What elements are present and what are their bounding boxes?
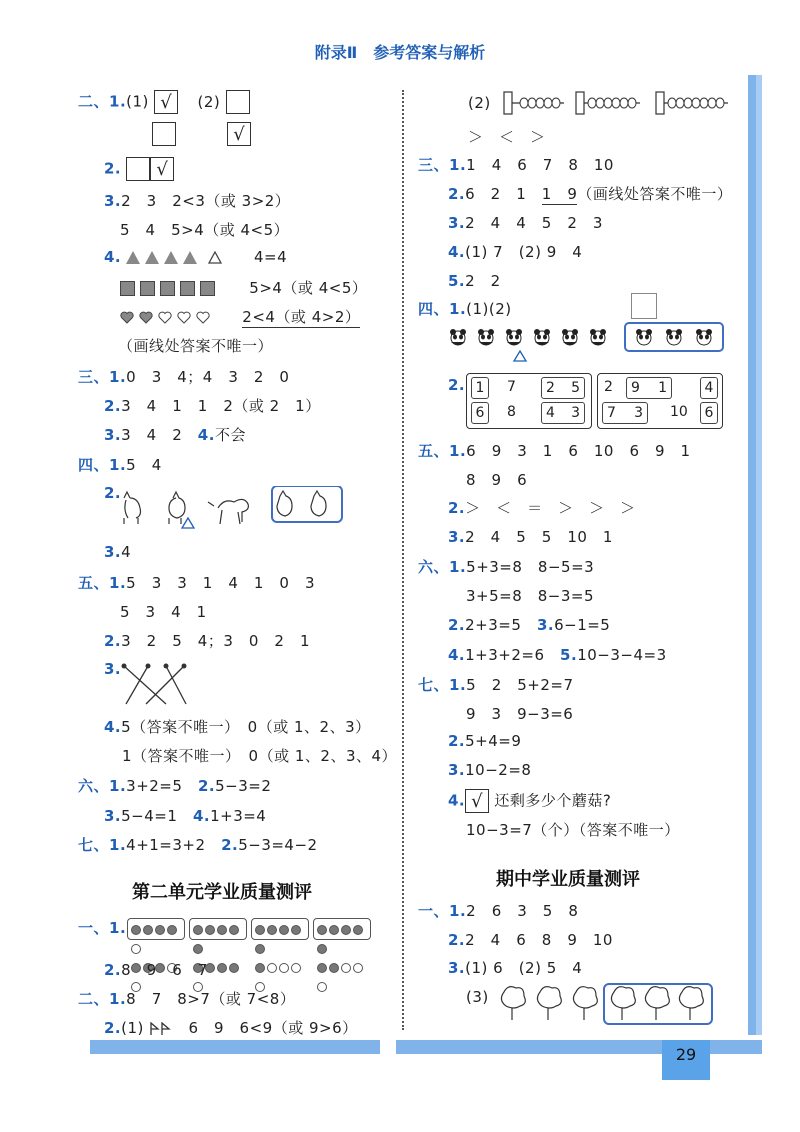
footer-bar-left (90, 1040, 380, 1054)
right-m-q3: 3.(1) 6 (2) 5 4 (448, 959, 583, 977)
outline-triangle-icon (208, 251, 222, 264)
left-s6-line1: 六、1.3+2=5 2.5−3=2 (78, 777, 272, 795)
right-s5-q2: 2.＞ ＜ ＝ ＞ ＞ ＞ (448, 499, 636, 517)
right-s7-q1-line2: 9 3 9−3=6 (466, 705, 574, 723)
checked-box: √ (227, 122, 251, 146)
left-q3-line1: 3.2 3 2<3（或 3>2） (104, 192, 291, 210)
right-s7-q4-line2: 10−3=7（个）（答案不唯一） (466, 821, 680, 839)
right-m-q3-sub: (3) (466, 988, 489, 1006)
filled-square-icon (160, 281, 175, 296)
number-pair-card: 4 3 (541, 402, 585, 424)
u2-s2-q2: 2.(1) 6 9 6<9（或 9>6） (104, 1019, 358, 1037)
card-group-left (466, 373, 592, 429)
number-pair-card: 7 3 (602, 402, 648, 424)
panda-icon (636, 329, 652, 345)
page-edge-bar-light (756, 75, 762, 1035)
left-q4-line2: 5>4（或 4<5） (120, 277, 367, 298)
column-divider (402, 90, 404, 1030)
panda-icon (588, 328, 608, 346)
right-s5-q1-line2: 8 9 6 (466, 471, 528, 489)
left-q2: 2. √ (104, 157, 174, 181)
right-m-q2: 2.2 4 6 8 9 10 (448, 931, 613, 949)
right-s6-q2: 2.2+3=5 3.6−1=5 (448, 616, 611, 634)
number-plain: 8 (507, 404, 516, 420)
card-group-right: 2 9 1 4 7 3 10 6 (597, 373, 723, 429)
left-s3-q1: 三、1.0 3 4；4 3 2 0 (78, 368, 290, 386)
left-s5-q4-line2: 1（答案不唯一） 0（或 1、2、3、4） (122, 747, 398, 765)
panda-icon (476, 328, 496, 346)
pandas-group (632, 327, 716, 347)
page-header: 附录Ⅱ 参考答案与解析 (314, 43, 486, 62)
number-pair-card: 9 1 (626, 377, 672, 399)
cats-illustration (118, 486, 348, 532)
right-s3-q5: 5.2 2 (448, 272, 501, 290)
number-card: 4 (700, 377, 718, 399)
left-s4-q3: 3.4 (104, 543, 132, 561)
right-s4-q1: 四、1.(1)(2) (418, 300, 512, 318)
filled-square-icon (180, 281, 195, 296)
right-s7-q2: 2.5+4=9 (448, 732, 522, 750)
left-s5-q4-line1: 4.5（答案不唯一） 0（或 1、2、3） (104, 718, 371, 736)
filled-triangle-icon (145, 251, 159, 264)
right-s3-q1: 三、1.1 4 6 7 8 10 (418, 156, 614, 174)
panda-icon (532, 328, 552, 346)
midterm-title: 期中学业质量测评 (496, 869, 640, 890)
right-q2-label: (2) (468, 94, 491, 112)
filled-triangle-icon (164, 251, 178, 264)
left-s2-q1: 二、1.(1) √ (2) (78, 90, 250, 114)
tree-icon (679, 987, 703, 1020)
left-s5-q1: 五、1.5 3 3 1 4 1 0 3 (78, 574, 316, 592)
empty-box (152, 122, 176, 146)
right-s6-q4: 4.1+3+2=6 5.10−3−4=3 (448, 646, 667, 664)
tree-icon (501, 987, 525, 1020)
filled-square-icon (140, 281, 155, 296)
filled-square-icon (200, 281, 215, 296)
outline-heart-icon (177, 311, 191, 324)
empty-box (226, 90, 250, 114)
filled-triangle-icon (126, 251, 140, 264)
trees-illustration (496, 982, 716, 1026)
page-number: 29 (662, 1040, 710, 1080)
panda-icon (696, 329, 712, 345)
right-compare-symbols: ＞ ＜ ＞ (468, 128, 546, 146)
right-s3-q2: 2.6 2 1 1 9（画线处答案不唯一） (448, 185, 733, 203)
ten-frame (127, 918, 185, 940)
checked-box: √ (150, 157, 174, 181)
filled-triangle-icon (183, 251, 197, 264)
abacus-beads-diagram (500, 90, 732, 116)
left-q1-row2 (152, 122, 251, 146)
left-s4-q2: 2. (104, 484, 122, 502)
right-s3-q4: 4.(1) 7 (2) 9 4 (448, 243, 583, 261)
right-s4-q2: 2. (448, 376, 466, 394)
right-s6-q1: 六、1.5+3=8 8−5=3 (418, 558, 595, 576)
unit2-title: 第二单元学业质量测评 (132, 882, 312, 903)
left-s3-q3: 3.3 4 2 4.不会 (104, 426, 246, 444)
cat-icon (277, 491, 326, 516)
right-m-q1: 一、1.2 6 3 5 8 (418, 902, 579, 920)
ten-frame (189, 918, 247, 940)
left-s6-line2: 3.5−4=1 4.1+3=4 (104, 807, 267, 825)
left-s5-q1-line2: 5 3 4 1 (120, 603, 207, 621)
checked-box: √ (154, 90, 178, 114)
filled-heart-icon (120, 311, 134, 324)
ten-frame (251, 918, 309, 940)
u2-s2-q1: 二、1.8 7 8>7（或 7<8） (78, 990, 296, 1008)
right-s7-q1: 七、1.5 2 5+2=7 (418, 676, 574, 694)
panda-icon (448, 328, 468, 346)
empty-box (631, 293, 657, 319)
flag-shapes-icon (149, 1022, 173, 1036)
right-s5-q1: 五、1.6 9 3 1 6 10 6 9 1 (418, 442, 691, 460)
number-card: 1 (471, 377, 489, 399)
number-pair-card: 2 5 (541, 377, 585, 399)
right-s5-q3: 3.2 4 5 5 10 1 (448, 528, 613, 546)
filled-heart-icon (139, 311, 153, 324)
left-s5-q2: 2.3 2 5 4；3 0 2 1 (104, 632, 310, 650)
panda-icon (504, 328, 524, 346)
panda-icon (560, 328, 580, 346)
left-s5-q3: 3. (104, 660, 122, 678)
number-card: 6 (700, 402, 718, 424)
matching-lines-diagram (118, 662, 198, 708)
right-s3-q3: 3.2 4 4 5 2 3 (448, 214, 603, 232)
counter-frames (127, 918, 375, 940)
right-s7-q3: 3.10−2=8 (448, 761, 532, 779)
ten-frame (313, 918, 371, 940)
left-s4-q1: 四、1.5 4 (78, 456, 162, 474)
panda-icon (666, 329, 682, 345)
empty-box (126, 157, 150, 181)
left-q4-line1: 4. 4=4 (104, 248, 288, 266)
triangle-marker-icon (513, 350, 527, 362)
number-plain: 7 (507, 379, 516, 395)
tree-icon (611, 987, 635, 1020)
left-q3-line2: 5 4 5>4（或 4<5） (120, 221, 290, 239)
tree-icon (573, 987, 597, 1020)
u2-s1-q2: 2.8 9 6 7 (104, 961, 208, 979)
outline-heart-icon (196, 311, 210, 324)
pandas-row (448, 326, 616, 346)
left-q4-line3: 2<4（或 4>2） (120, 306, 360, 327)
checked-box: √ (465, 789, 489, 813)
answer-highlight-box (604, 984, 712, 1024)
tree-icon (537, 987, 561, 1020)
answer-highlight-box (624, 322, 724, 352)
number-card: 6 (471, 402, 489, 424)
triangle-marker-icon (181, 517, 195, 529)
tree-icon (645, 987, 669, 1020)
right-s6-q1-line2: 3+5=8 8−3=5 (466, 587, 595, 605)
left-q4-note: （画线处答案不唯一） (118, 337, 274, 355)
outline-heart-icon (158, 311, 172, 324)
left-s7-line1: 七、1.4+1=3+2 2.5−3=4−2 (78, 836, 318, 854)
right-s7-q4: 4. √ 还剩多少个蘑菇? (448, 791, 612, 812)
filled-square-icon (120, 281, 135, 296)
left-s3-q2: 2.3 4 1 1 2（或 2 1） (104, 397, 321, 415)
u2-s1-q1: 一、1. (78, 919, 127, 937)
